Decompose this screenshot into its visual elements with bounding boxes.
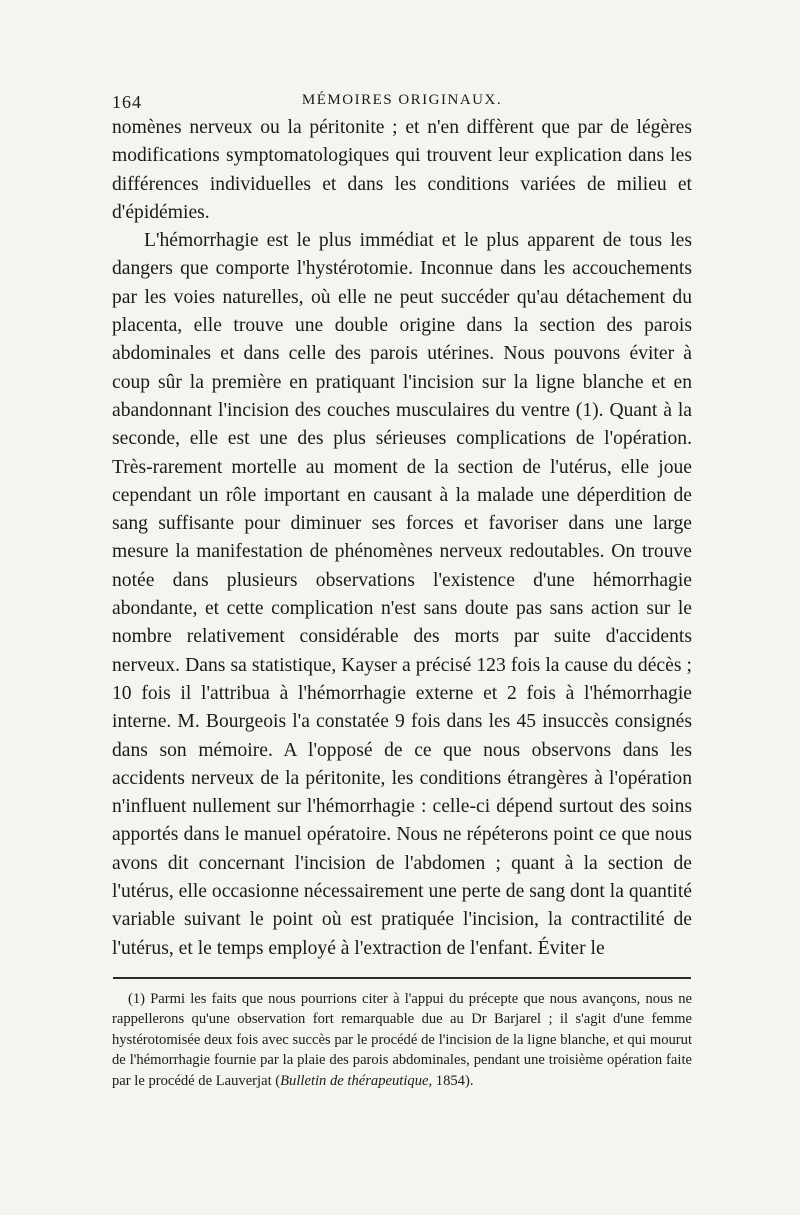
paragraph-1: nomènes nerveux ou la péritonite ; et n'en diffèrent que par de légères modifications symptomatologiques qui trouvent leur explication dans les différences individuelles et dans les conditions variées de milieu et d'épidémies. [112,117,692,223]
page-header [112,88,692,114]
page [112,88,692,1091]
footnote-text: (1) Parmi les faits que nous pourrions citer à l'appui du précepte que nous avançons, nous ne rappellerons qu'une observation fort remarquable due au Dr Barjarel ; il s'agit d'une femme hystérotomisée deux fois avec succès par le procédé de l'incision de la ligne blanche, et qui mourut de l'hémorrhagie fournie par la plaie des parois abdominales, pendant une troisième opération faite par le procédé de Lauverjat ( [112,990,692,1089]
footnote-citation-title: Bulletin de thérapeutique, [280,1072,433,1089]
paragraph-2: L'hémorrhagie est le plus immédiat et le plus apparent de tous les dangers que comporte l'hystérotomie. Inconnue dans les accouchements par les voies naturelles, où elle ne peut succéder qu'au détachement du placenta, elle trouve une double origine dans la section des parois abdominales et dans celle des parois utérines. Nous pouvons éviter à coup sûr la première en pratiquant l'incision sur la ligne blanche et en abandonnant l'incision des couches musculaires du ventre (1). Quant à la seconde, elle est une des plus sérieuses complications de l'opération. Très-rarement mortelle au moment de la section de l'utérus, elle joue cependant un rôle important en causant à la malade une déperdition de sang suffisante pour diminuer ses forces et favoriser dans une large mesure la manifestation de phénomènes nerveux redoutables. On trouve notée dans plusieurs observations l'existence d'une hémorrhagie abondante, et cette complication n'est sans doute pas sans action sur le nombre relativement considérable des morts par suite d'accidents nerveux. Dans sa statistique, Kayser a précisé 123 fois la cause du décès ; 10 fois il l'attribua à l'hémorrhagie externe et 2 fois à l'hémorrhagie interne. M. Bourgeois l'a constatée 9 fois dans les 45 insuccès consignés dans son mémoire. A l'opposé de ce que nous observons dans les accidents nerveux de la péritonite, les conditions étrangères à l'opération n'influent nullement sur l'hémorrhagie : celle-ci dépend surtout des soins apportés dans le manuel opératoire. Nous ne répéterons point ce que nous avons dit concernant l'incision de l'abdomen ; quant à la section de l'utérus, elle occasionne nécessairement une perte de sang dont la quantité variable suivant le point où est pratiquée l'incision, la contractilité de l'utérus, et le temps employé à l'extraction de l'enfant. Éviter le [112,230,692,959]
footnote-rule [113,977,691,979]
running-title: MÉMOIRES ORIGINAUX. [301,92,503,108]
footnote-citation-end: 1854). [432,1072,474,1089]
body-text [112,114,692,963]
footnote [112,989,692,1092]
page-number: 164 [112,92,142,112]
